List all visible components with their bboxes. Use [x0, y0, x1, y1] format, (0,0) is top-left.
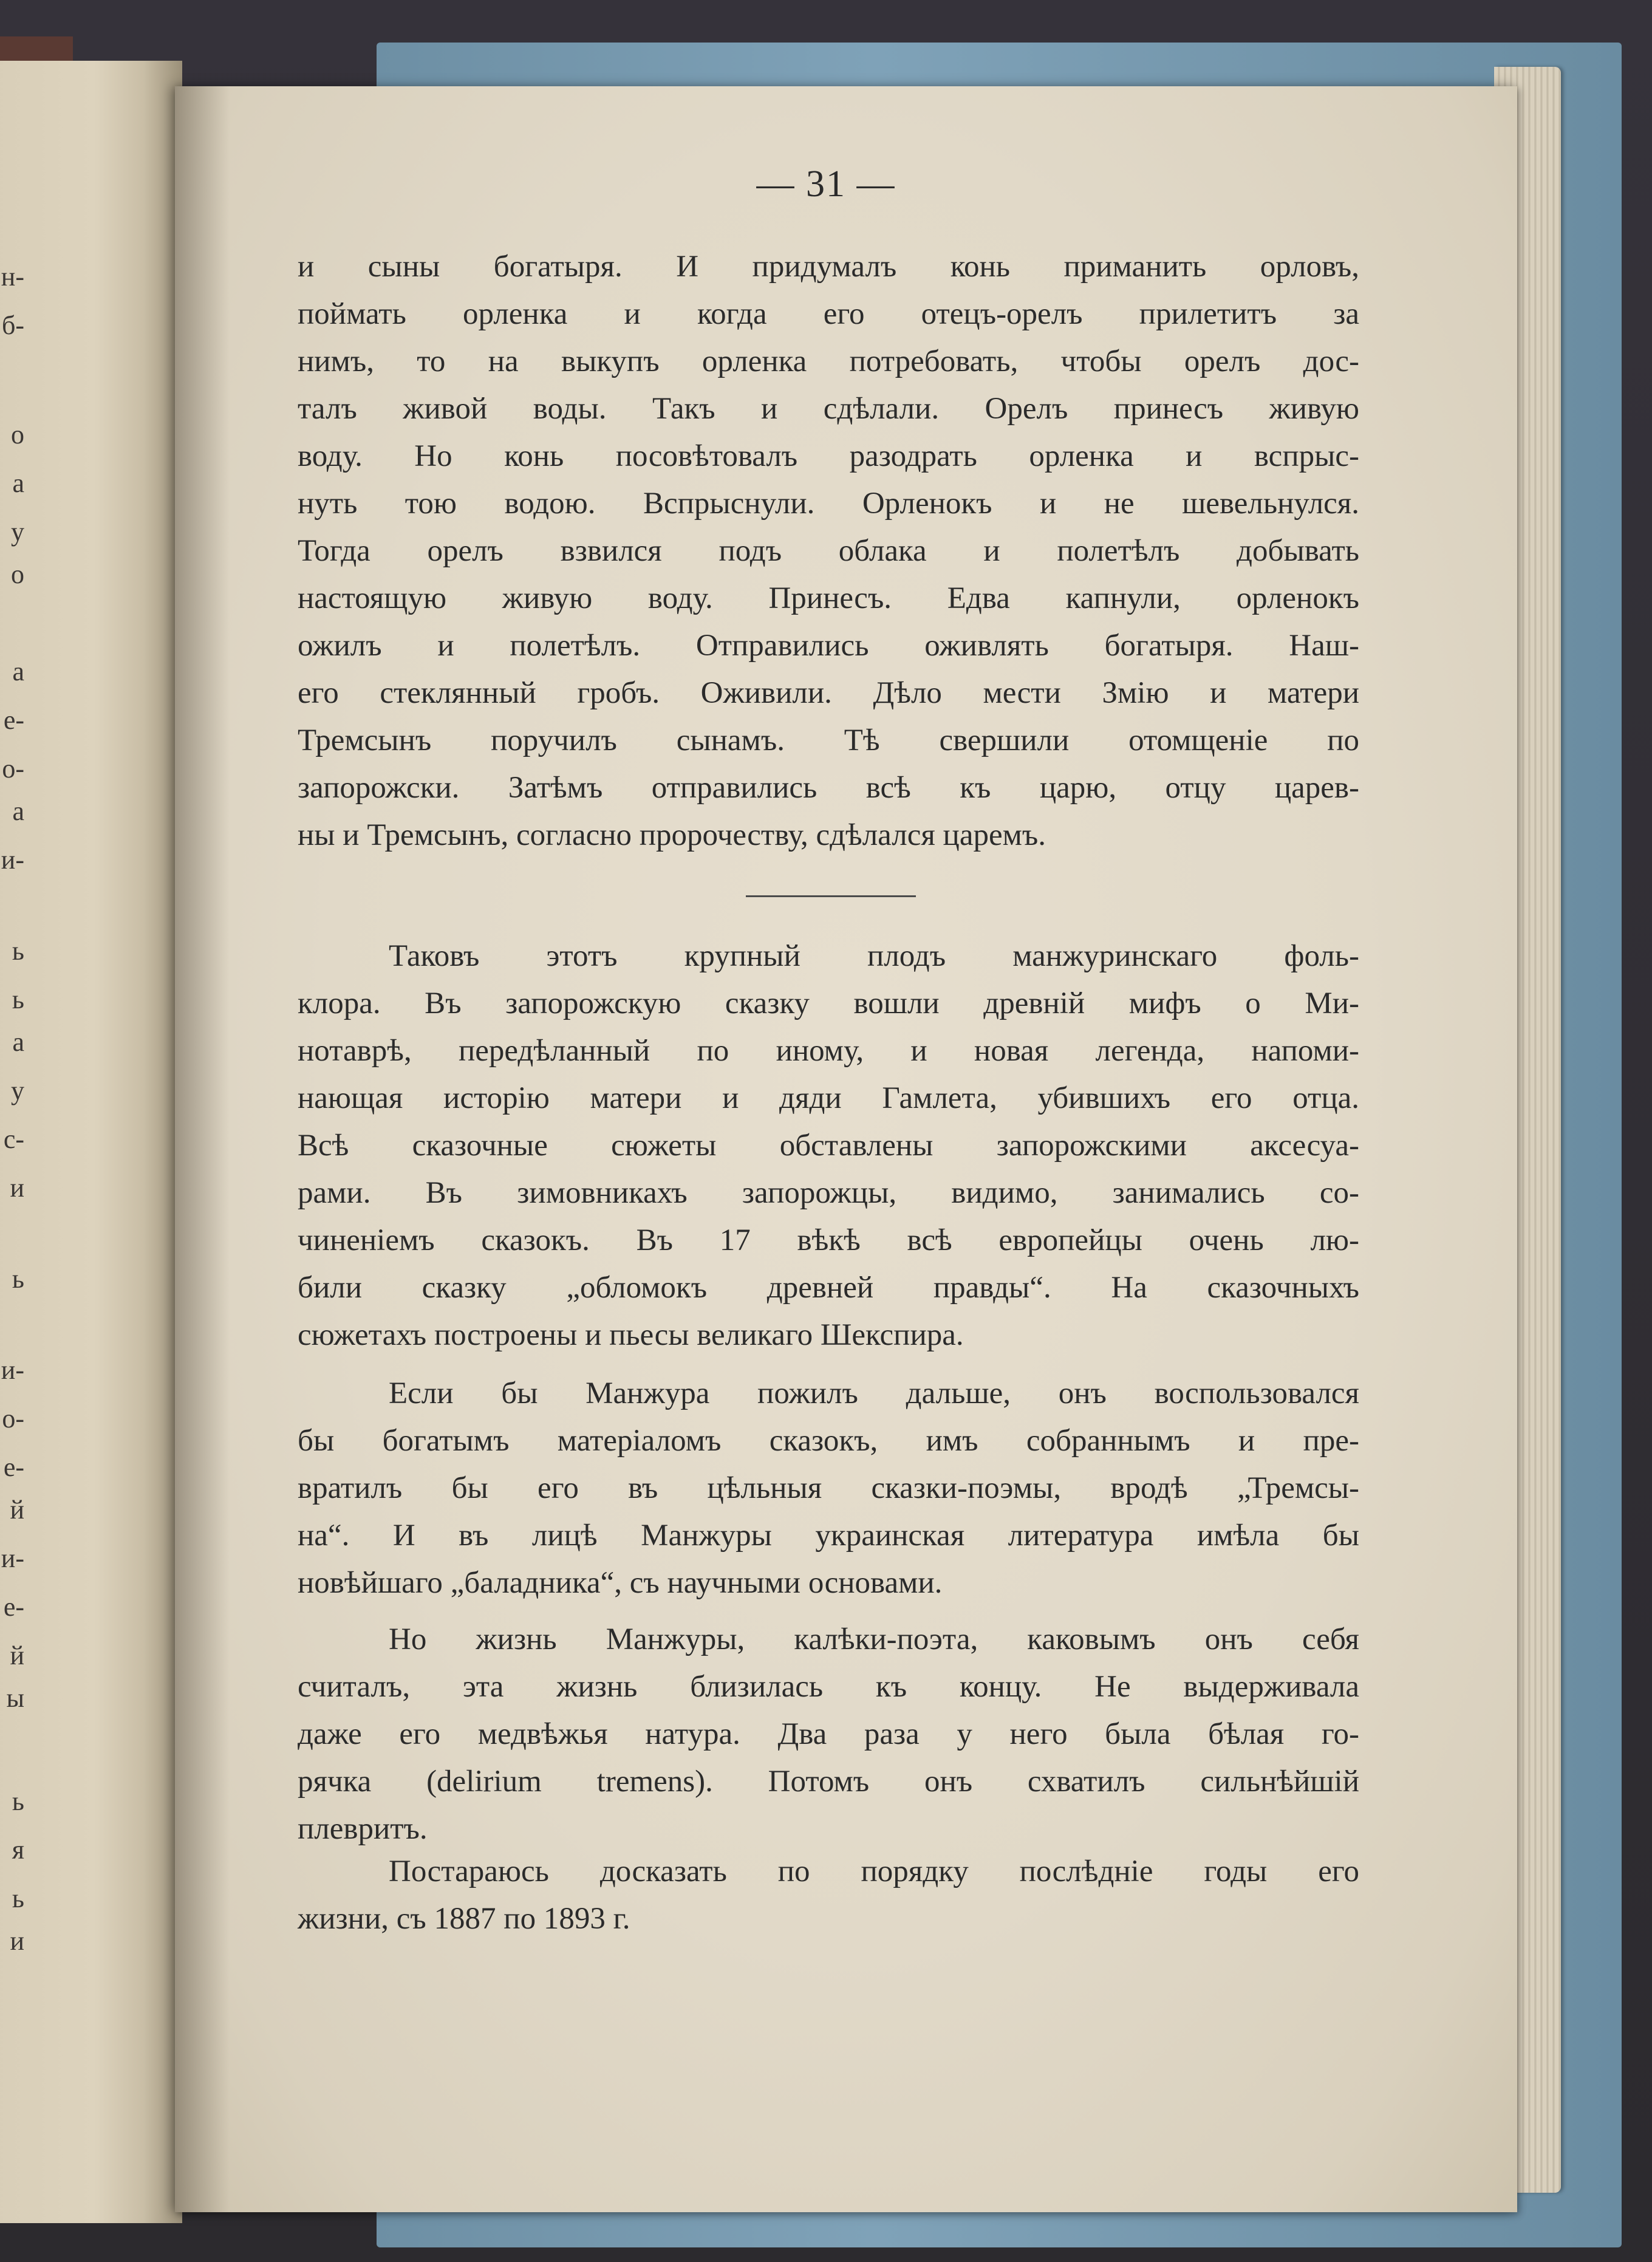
text-line: поймать орленка и когда его отецъ-орелъ прилетитъ за — [298, 297, 1359, 331]
left-page-fragment: о- — [2, 1404, 24, 1433]
text-line: Постараюсь досказать по порядку послѣдніе годы его — [389, 1854, 1359, 1888]
left-page-fragment: а — [12, 796, 24, 826]
left-page-fragment: е- — [3, 705, 24, 735]
left-page-fragment: н- — [1, 262, 24, 292]
left-page-fragment: е- — [3, 1592, 24, 1622]
left-page-fragment: о — [11, 559, 24, 589]
text-line: новѣйшаго „баладника“, съ научными основами. — [298, 1566, 943, 1600]
text-line: на“. И въ лицѣ Манжуры украинская литература имѣла бы — [298, 1519, 1359, 1553]
text-line: ны и Тремсынъ, согласно пророчеству, сдѣлался царемъ. — [298, 818, 1046, 852]
left-page-fragment: а — [12, 1027, 24, 1057]
text-line: воду. Но конь посовѣтовалъ разодрать орленка и вспрыс- — [298, 439, 1359, 473]
text-line: нотаврѣ, передѣланный по иному, и новая легенда, напоми- — [298, 1034, 1359, 1068]
text-line: ожилъ и полетѣлъ. Отправились оживлять богатыря. Наш- — [298, 629, 1359, 663]
left-page-fragment: о — [11, 420, 24, 449]
text-line: талъ живой воды. Такъ и сдѣлали. Орелъ принесъ живую — [298, 392, 1359, 426]
text-line: Если бы Манжура пожилъ дальше, онъ воспользовался — [389, 1376, 1359, 1410]
left-page-fragment: у — [11, 1076, 24, 1105]
text-line: сюжетахъ построены и пьесы великаго Шекспира. — [298, 1318, 964, 1352]
left-page-fragment: и — [10, 1173, 24, 1203]
text-line: считалъ, эта жизнь близилась къ концу. Не выдерживала — [298, 1670, 1359, 1704]
left-page-fragment: ь — [12, 1786, 24, 1816]
text-line: нуть тою водою. Вспрыснули. Орленокъ и не шевельнулся. — [298, 487, 1359, 521]
text-line: плевритъ. — [298, 1812, 428, 1846]
gutter-shadow — [175, 86, 230, 2212]
left-page-fragment: я — [12, 1835, 24, 1865]
left-page-fragment: ы — [6, 1683, 24, 1713]
left-page-fragment: б- — [1, 310, 24, 340]
left-page-fragment: а — [12, 657, 24, 686]
left-page-fragment: с- — [3, 1124, 24, 1154]
left-page-fragment: й — [10, 1641, 24, 1670]
left-page-fragment: е- — [3, 1452, 24, 1482]
text-line: Всѣ сказочные сюжеты обставлены запорожскими аксесуа- — [298, 1129, 1359, 1163]
left-page-fragment: и- — [1, 845, 24, 875]
left-page-fragment: ь — [12, 1264, 24, 1294]
text-line: нимъ, то на выкупъ орленка потребовать, чтобы орелъ дос- — [298, 344, 1359, 378]
section-divider — [746, 895, 916, 897]
text-line: рами. Въ зимовникахъ запорожцы, видимо, занимались со- — [298, 1176, 1359, 1210]
text-line: вратилъ бы его въ цѣльныя сказки-поэмы, вродѣ „Тремсы- — [298, 1471, 1359, 1505]
text-line: бы богатымъ матеріаломъ сказокъ, имъ собраннымъ и пре- — [298, 1424, 1359, 1458]
left-page — [0, 61, 182, 2223]
left-page-fragment: ь — [12, 936, 24, 966]
text-line: клора. Въ запорожскую сказку вошли древній мифъ о Ми- — [298, 986, 1359, 1020]
left-page-fragment: ь — [12, 1884, 24, 1913]
text-line: его стеклянный гробъ. Оживили. Дѣло мести Змію и матери — [298, 676, 1359, 710]
text-line: били сказку „обломокъ древней правды“. На сказочныхъ — [298, 1271, 1359, 1305]
text-line: жизни, съ 1887 по 1893 г. — [298, 1902, 630, 1936]
left-page-fragment: у — [11, 517, 24, 547]
left-page-fragment: и — [10, 1926, 24, 1956]
text-line: и сыны богатыря. И придумалъ конь приманить орловъ, — [298, 250, 1359, 284]
text-line: Таковъ этотъ крупный плодъ манжуринскаго фоль- — [389, 939, 1359, 973]
left-page-fragment: а — [12, 468, 24, 498]
text-line: нающая исторію матери и дяди Гамлета, убившихъ его отца. — [298, 1081, 1359, 1115]
left-page-fragment: о- — [2, 754, 24, 784]
text-line: запорожски. Затѣмъ отправились всѣ къ царю, отцу царев- — [298, 771, 1359, 805]
left-page-fragment: й — [10, 1495, 24, 1525]
text-line: настоящую живую воду. Принесъ. Едва капнули, орленокъ — [298, 581, 1359, 615]
text-line: Тогда орелъ взвился подъ облака и полетѣлъ добывать — [298, 534, 1359, 568]
left-page-fragment: и- — [1, 1543, 24, 1573]
text-line: даже его медвѣжья натура. Два раза у него была бѣлая го- — [298, 1717, 1359, 1751]
text-line: рячка (delirium tremens). Потомъ онъ схватилъ сильнѣйшій — [298, 1765, 1359, 1799]
text-line: чиненіемъ сказокъ. Въ 17 вѣкѣ всѣ европейцы очень лю- — [298, 1223, 1359, 1257]
left-page-fragment: ь — [12, 985, 24, 1014]
page-number: — 31 — — [756, 163, 896, 205]
text-line: Тремсынъ поручилъ сынамъ. Тѣ свершили отомщеніе по — [298, 723, 1359, 757]
text-line: Но жизнь Манжуры, калѣки-поэта, каковымъ онъ себя — [389, 1622, 1359, 1656]
left-page-fragment: и- — [1, 1355, 24, 1385]
